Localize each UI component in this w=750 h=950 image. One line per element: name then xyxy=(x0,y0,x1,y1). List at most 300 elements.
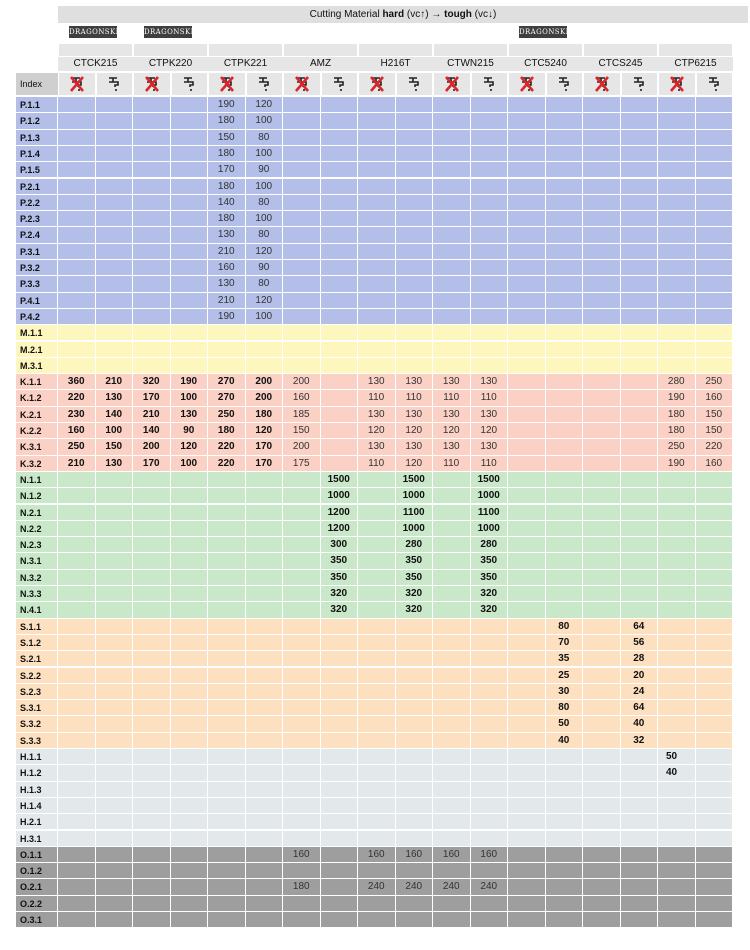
table-cell: 110 xyxy=(433,390,471,406)
table-cell xyxy=(96,619,134,635)
table-cell xyxy=(208,602,246,618)
table-cell xyxy=(658,521,696,537)
table-cell xyxy=(133,227,171,243)
table-cell xyxy=(696,586,734,602)
table-cell xyxy=(283,325,321,341)
table-cell xyxy=(508,505,546,521)
table-cell xyxy=(171,619,209,635)
table-cell xyxy=(58,521,96,537)
table-cell xyxy=(583,521,621,537)
table-cell xyxy=(696,668,734,684)
table-cell: 1000 xyxy=(321,488,359,504)
table-cell xyxy=(321,798,359,814)
grade-header-band xyxy=(284,44,357,56)
table-cell xyxy=(321,814,359,830)
table-cell xyxy=(133,260,171,276)
table-cell xyxy=(321,749,359,765)
table-cell: 50 xyxy=(546,716,584,732)
table-cell: 1500 xyxy=(321,472,359,488)
table-cell xyxy=(96,765,134,781)
table-cell xyxy=(433,814,471,830)
table-cell: 320 xyxy=(133,374,171,390)
table-cell xyxy=(283,782,321,798)
table-cell xyxy=(546,488,584,504)
table-cell: 320 xyxy=(321,602,359,618)
table-cell xyxy=(58,749,96,765)
table-cell xyxy=(58,342,96,358)
table-cell xyxy=(583,602,621,618)
table-cell xyxy=(621,602,659,618)
table-cell: 170 xyxy=(208,162,246,178)
table-cell xyxy=(471,358,509,374)
table-cell xyxy=(208,635,246,651)
table-cell xyxy=(358,130,396,146)
table-cell xyxy=(471,863,509,879)
table-cell xyxy=(58,553,96,569)
table-cell xyxy=(358,651,396,667)
row-index: S.3.3 xyxy=(16,733,58,749)
table-cell xyxy=(621,782,659,798)
table-cell xyxy=(433,293,471,309)
table-cell: 130 xyxy=(358,374,396,390)
table-cell xyxy=(433,260,471,276)
table-cell xyxy=(58,537,96,553)
row-index: N.3.2 xyxy=(16,570,58,586)
table-cell xyxy=(508,586,546,602)
table-cell xyxy=(546,749,584,765)
table-cell xyxy=(546,896,584,912)
table-cell: 170 xyxy=(133,390,171,406)
grade-header-band xyxy=(584,44,657,56)
table-cell xyxy=(696,782,734,798)
table-cell xyxy=(208,896,246,912)
table-cell xyxy=(208,358,246,374)
table-cell xyxy=(508,684,546,700)
table-cell xyxy=(471,668,509,684)
table-cell xyxy=(583,146,621,162)
table-cell xyxy=(621,276,659,292)
table-cell xyxy=(583,912,621,928)
table-cell xyxy=(433,211,471,227)
grade-header-band xyxy=(434,44,507,56)
table-cell: 120 xyxy=(396,456,434,472)
table-cell xyxy=(96,847,134,863)
table-cell xyxy=(471,162,509,178)
table-cell xyxy=(583,276,621,292)
grade-name: CTCS245 xyxy=(583,57,658,71)
table-cell xyxy=(133,342,171,358)
table-cell xyxy=(58,716,96,732)
table-cell: 230 xyxy=(58,407,96,423)
table-cell xyxy=(583,179,621,195)
table-cell xyxy=(583,863,621,879)
table-cell xyxy=(171,814,209,830)
table-cell xyxy=(396,863,434,879)
table-cell xyxy=(133,651,171,667)
table-cell xyxy=(358,505,396,521)
table-cell xyxy=(508,700,546,716)
table-cell xyxy=(171,342,209,358)
table-cell xyxy=(358,733,396,749)
table-cell: 160 xyxy=(358,847,396,863)
table-cell xyxy=(546,407,584,423)
table-cell xyxy=(658,472,696,488)
table-cell xyxy=(621,260,659,276)
table-cell xyxy=(321,863,359,879)
table-cell xyxy=(321,684,359,700)
table-cell xyxy=(246,521,284,537)
table-cell xyxy=(358,782,396,798)
table-cell xyxy=(583,505,621,521)
table-cell xyxy=(396,651,434,667)
table-cell: 180 xyxy=(208,146,246,162)
table-cell xyxy=(171,586,209,602)
no-coolant-icon xyxy=(209,73,245,95)
table-cell xyxy=(171,113,209,129)
table-cell xyxy=(658,782,696,798)
table-cell xyxy=(171,358,209,374)
table-cell xyxy=(433,276,471,292)
no-coolant-icon xyxy=(134,73,170,95)
row-index: S.3.2 xyxy=(16,716,58,732)
table-cell xyxy=(696,716,734,732)
table-cell xyxy=(321,651,359,667)
table-cell: 190 xyxy=(658,390,696,406)
table-cell xyxy=(471,619,509,635)
table-cell xyxy=(283,342,321,358)
table-cell xyxy=(546,390,584,406)
table-cell xyxy=(358,472,396,488)
row-index: P.2.1 xyxy=(16,179,58,195)
table-cell xyxy=(133,293,171,309)
table-cell xyxy=(58,472,96,488)
table-cell xyxy=(433,325,471,341)
table-cell xyxy=(133,586,171,602)
table-cell xyxy=(246,570,284,586)
table-cell xyxy=(471,798,509,814)
table-cell: 120 xyxy=(246,97,284,113)
grade-name: CTPK220 xyxy=(133,57,208,71)
table-cell xyxy=(321,162,359,178)
table-cell xyxy=(58,570,96,586)
table-cell xyxy=(508,798,546,814)
table-cell xyxy=(133,733,171,749)
table-cell: 1000 xyxy=(396,488,434,504)
table-cell xyxy=(358,488,396,504)
table-cell: 1500 xyxy=(396,472,434,488)
table-cell xyxy=(96,309,134,325)
table-cell xyxy=(133,130,171,146)
table-cell xyxy=(58,863,96,879)
grade-name: CTCK215 xyxy=(58,57,133,71)
table-cell xyxy=(283,244,321,260)
row-index: P.3.3 xyxy=(16,276,58,292)
table-cell xyxy=(696,244,734,260)
table-cell xyxy=(396,782,434,798)
table-cell xyxy=(133,668,171,684)
table-cell xyxy=(171,782,209,798)
table-cell xyxy=(696,179,734,195)
table-cell: 130 xyxy=(396,407,434,423)
table-cell xyxy=(546,113,584,129)
table-cell xyxy=(621,912,659,928)
table-cell xyxy=(471,912,509,928)
table-cell xyxy=(358,537,396,553)
table-cell xyxy=(58,602,96,618)
table-cell xyxy=(658,831,696,847)
row-index: H.2.1 xyxy=(16,814,58,830)
table-cell xyxy=(358,244,396,260)
table-cell xyxy=(321,831,359,847)
table-cell xyxy=(583,765,621,781)
table-cell xyxy=(658,684,696,700)
table-cell xyxy=(546,814,584,830)
table-cell: 1100 xyxy=(471,505,509,521)
table-cell xyxy=(658,570,696,586)
table-cell xyxy=(621,162,659,178)
table-cell: 180 xyxy=(658,407,696,423)
coolant-icon xyxy=(547,73,583,95)
table-cell xyxy=(321,716,359,732)
table-cell: 350 xyxy=(471,570,509,586)
table-cell xyxy=(621,146,659,162)
table-cell xyxy=(58,179,96,195)
table-cell xyxy=(171,912,209,928)
table-cell: 120 xyxy=(471,423,509,439)
table-cell xyxy=(508,162,546,178)
table-cell xyxy=(208,700,246,716)
table-cell xyxy=(58,879,96,895)
table-cell xyxy=(696,472,734,488)
table-cell xyxy=(621,439,659,455)
table-cell xyxy=(96,195,134,211)
table-cell xyxy=(471,244,509,260)
table-cell xyxy=(358,358,396,374)
row-index: P.1.5 xyxy=(16,162,58,178)
row-index: M.1.1 xyxy=(16,325,58,341)
table-cell xyxy=(396,700,434,716)
table-cell: 350 xyxy=(471,553,509,569)
table-cell: 130 xyxy=(471,374,509,390)
table-cell xyxy=(433,488,471,504)
row-index: P.2.2 xyxy=(16,195,58,211)
index-header: Index xyxy=(16,73,58,95)
table-cell: 210 xyxy=(133,407,171,423)
table-cell: 180 xyxy=(658,423,696,439)
table-cell xyxy=(696,227,734,243)
table-cell: 350 xyxy=(396,570,434,586)
table-cell: 210 xyxy=(208,293,246,309)
table-cell xyxy=(621,456,659,472)
table-cell xyxy=(58,831,96,847)
table-cell xyxy=(208,782,246,798)
table-cell: 110 xyxy=(433,456,471,472)
table-cell xyxy=(471,749,509,765)
table-cell: 1100 xyxy=(396,505,434,521)
table-cell xyxy=(583,407,621,423)
table-cell xyxy=(283,733,321,749)
table-cell xyxy=(283,472,321,488)
table-cell xyxy=(208,765,246,781)
table-cell: 100 xyxy=(171,390,209,406)
table-cell xyxy=(321,146,359,162)
row-index: P.1.1 xyxy=(16,97,58,113)
row-index: P.1.2 xyxy=(16,113,58,129)
table-cell xyxy=(696,749,734,765)
table-cell xyxy=(621,798,659,814)
table-cell: 160 xyxy=(208,260,246,276)
table-cell: 130 xyxy=(96,390,134,406)
row-index: N.3.3 xyxy=(16,586,58,602)
table-cell xyxy=(508,113,546,129)
table-cell: 220 xyxy=(58,390,96,406)
table-cell xyxy=(508,195,546,211)
table-cell xyxy=(133,505,171,521)
table-cell xyxy=(133,537,171,553)
table-cell xyxy=(433,798,471,814)
table-cell xyxy=(321,358,359,374)
table-cell xyxy=(433,505,471,521)
table-cell xyxy=(396,733,434,749)
table-cell xyxy=(208,831,246,847)
table-cell xyxy=(583,896,621,912)
table-cell xyxy=(96,227,134,243)
table-cell: 1200 xyxy=(321,521,359,537)
table-cell xyxy=(546,847,584,863)
table-cell xyxy=(546,553,584,569)
table-cell xyxy=(58,358,96,374)
table-cell xyxy=(658,325,696,341)
table-cell xyxy=(396,146,434,162)
table-cell xyxy=(321,309,359,325)
table-cell xyxy=(133,814,171,830)
table-cell xyxy=(508,472,546,488)
table-cell xyxy=(696,912,734,928)
table-cell: 130 xyxy=(208,227,246,243)
table-cell xyxy=(433,863,471,879)
table-cell xyxy=(696,798,734,814)
table-cell xyxy=(58,684,96,700)
table-cell xyxy=(246,700,284,716)
table-cell xyxy=(358,863,396,879)
table-cell xyxy=(583,113,621,129)
table-cell xyxy=(283,505,321,521)
table-cell: 160 xyxy=(283,847,321,863)
table-cell xyxy=(433,831,471,847)
table-cell xyxy=(208,325,246,341)
table-cell xyxy=(471,896,509,912)
table-cell xyxy=(171,293,209,309)
table-cell xyxy=(96,831,134,847)
table-cell xyxy=(433,749,471,765)
table-cell xyxy=(96,863,134,879)
table-cell xyxy=(358,716,396,732)
table-cell xyxy=(283,488,321,504)
table-cell xyxy=(621,879,659,895)
table-cell xyxy=(58,651,96,667)
table-cell xyxy=(58,668,96,684)
table-cell xyxy=(96,505,134,521)
table-cell xyxy=(133,309,171,325)
table-cell xyxy=(546,602,584,618)
no-coolant-icon xyxy=(284,73,320,95)
table-cell xyxy=(321,847,359,863)
row-index: M.2.1 xyxy=(16,342,58,358)
table-cell xyxy=(546,260,584,276)
table-cell xyxy=(246,325,284,341)
table-cell xyxy=(696,831,734,847)
table-cell xyxy=(433,602,471,618)
table-cell xyxy=(621,407,659,423)
table-cell xyxy=(471,635,509,651)
table-cell xyxy=(358,635,396,651)
table-cell xyxy=(583,651,621,667)
table-cell xyxy=(58,912,96,928)
table-cell xyxy=(246,716,284,732)
table-cell xyxy=(658,814,696,830)
row-index: P.1.4 xyxy=(16,146,58,162)
table-cell xyxy=(658,130,696,146)
table-cell xyxy=(658,798,696,814)
table-cell: 240 xyxy=(396,879,434,895)
table-cell xyxy=(321,113,359,129)
table-cell xyxy=(396,814,434,830)
table-cell xyxy=(96,162,134,178)
table-cell: 130 xyxy=(358,439,396,455)
table-cell xyxy=(621,179,659,195)
table-cell xyxy=(283,749,321,765)
table-cell xyxy=(583,733,621,749)
table-cell: 240 xyxy=(471,879,509,895)
table-cell xyxy=(321,390,359,406)
table-cell xyxy=(321,439,359,455)
table-cell xyxy=(171,684,209,700)
table-cell: 250 xyxy=(696,374,734,390)
table-cell: 185 xyxy=(283,407,321,423)
table-cell: 320 xyxy=(396,586,434,602)
table-cell xyxy=(508,619,546,635)
row-index: S.3.1 xyxy=(16,700,58,716)
table-cell: 250 xyxy=(658,439,696,455)
table-cell: 320 xyxy=(321,586,359,602)
table-cell xyxy=(96,912,134,928)
table-cell xyxy=(433,668,471,684)
table-cell xyxy=(171,276,209,292)
table-cell: 130 xyxy=(208,276,246,292)
table-cell xyxy=(171,651,209,667)
table-cell xyxy=(358,342,396,358)
table-cell xyxy=(208,863,246,879)
table-cell xyxy=(283,651,321,667)
table-cell xyxy=(283,113,321,129)
table-cell xyxy=(471,195,509,211)
table-cell xyxy=(546,195,584,211)
table-cell: 180 xyxy=(246,407,284,423)
table-cell xyxy=(396,162,434,178)
table-cell: 64 xyxy=(621,700,659,716)
table-cell xyxy=(658,488,696,504)
table-cell xyxy=(58,488,96,504)
coolant-icon xyxy=(247,73,283,95)
table-cell xyxy=(396,260,434,276)
table-cell xyxy=(658,195,696,211)
table-cell xyxy=(433,586,471,602)
table-cell: 80 xyxy=(246,276,284,292)
table-cell: 190 xyxy=(208,309,246,325)
table-cell xyxy=(96,798,134,814)
table-cell xyxy=(433,912,471,928)
no-coolant-icon xyxy=(59,73,95,95)
